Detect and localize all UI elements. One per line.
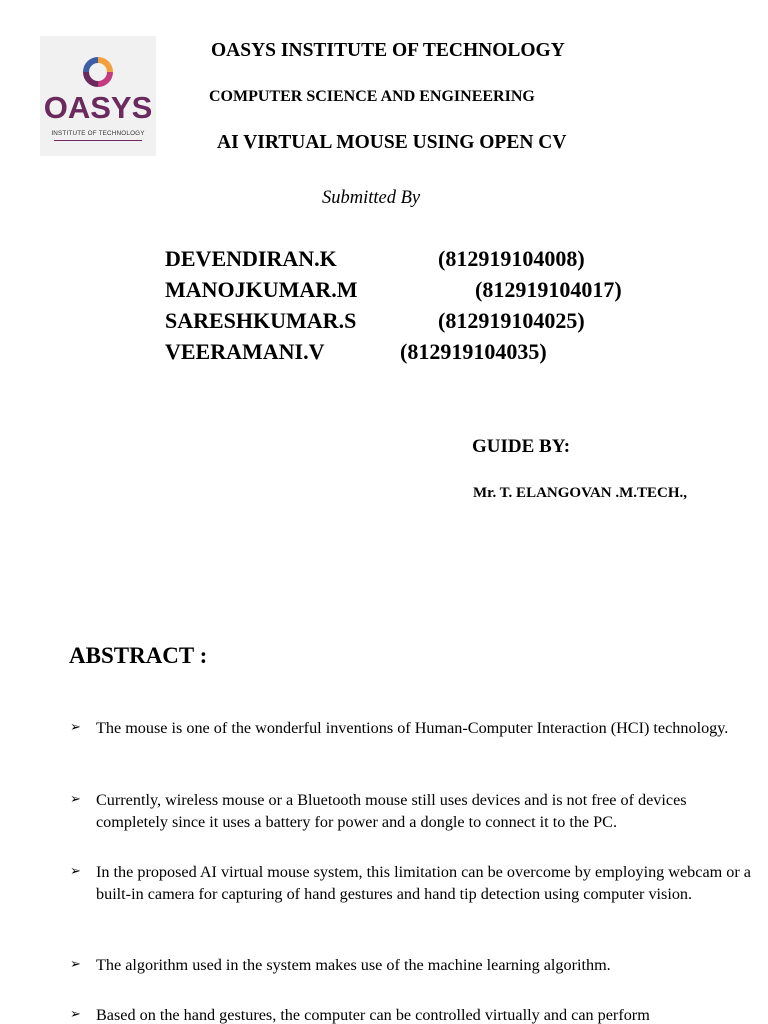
student-name: SARESHKUMAR.S (165, 308, 357, 333)
student-id: (812919104017) (475, 277, 622, 302)
abstract-point-text: Currently, wireless mouse or a Bluetooth mouse still uses devices and is not free of devices completely since it uses a battery for power and a dongle to connect it to the PC. (96, 791, 687, 831)
submitted-by-label: Submitted By (322, 188, 421, 208)
bullet-arrow-icon: ➢ (70, 957, 81, 972)
institute-name: OASYS INSTITUTE OF TECHNOLOGY (211, 40, 565, 61)
student-name: MANOJKUMAR.M (165, 277, 358, 302)
abstract-heading: ABSTRACT : (69, 643, 208, 668)
department-name: COMPUTER SCIENCE AND ENGINEERING (209, 88, 535, 105)
institute-logo (40, 36, 156, 156)
student-id: (812919104025) (438, 308, 585, 333)
bullet-arrow-icon: ➢ (70, 1007, 81, 1022)
abstract-point-text: The algorithm used in the system makes use of the machine learning algorithm. (96, 956, 611, 974)
project-title: AI VIRTUAL MOUSE USING OPEN CV (217, 132, 567, 153)
logo-ring-segment-pink (98, 72, 110, 84)
guide-label: GUIDE BY: (472, 436, 571, 457)
logo-ring-segment-purple (86, 72, 98, 84)
logo-ring-segment-blue (86, 60, 98, 72)
logo-ring-segment-orange (98, 60, 110, 72)
abstract-point-text: In the proposed AI virtual mouse system, this limitation can be overcome by employing webcam or a built-in camera for capturing of hand gestures and hand tip detection using computer vision. (96, 863, 751, 903)
guide-name: Mr. T. ELANGOVAN .M.TECH., (473, 485, 688, 501)
student-name: VEERAMANI.V (165, 339, 325, 364)
logo-ring-icon (82, 56, 114, 88)
abstract-point-text: The mouse is one of the wonderful inventions of Human-Computer Interaction (HCI) technology. (96, 719, 729, 737)
abstract-point-text: Based on the hand gestures, the computer can be controlled virtually and can perform (96, 1006, 650, 1024)
student-id: (812919104035) (400, 339, 547, 364)
bullet-arrow-icon: ➢ (70, 792, 81, 807)
logo-divider (54, 140, 142, 141)
bullet-arrow-icon: ➢ (70, 864, 81, 879)
student-name: DEVENDIRAN.K (165, 246, 337, 271)
student-id: (812919104008) (438, 246, 585, 271)
logo-subtitle: INSTITUTE OF TECHNOLOGY (51, 130, 145, 137)
logo-wordmark: OASYS (43, 90, 153, 125)
bullet-arrow-icon: ➢ (70, 720, 81, 735)
